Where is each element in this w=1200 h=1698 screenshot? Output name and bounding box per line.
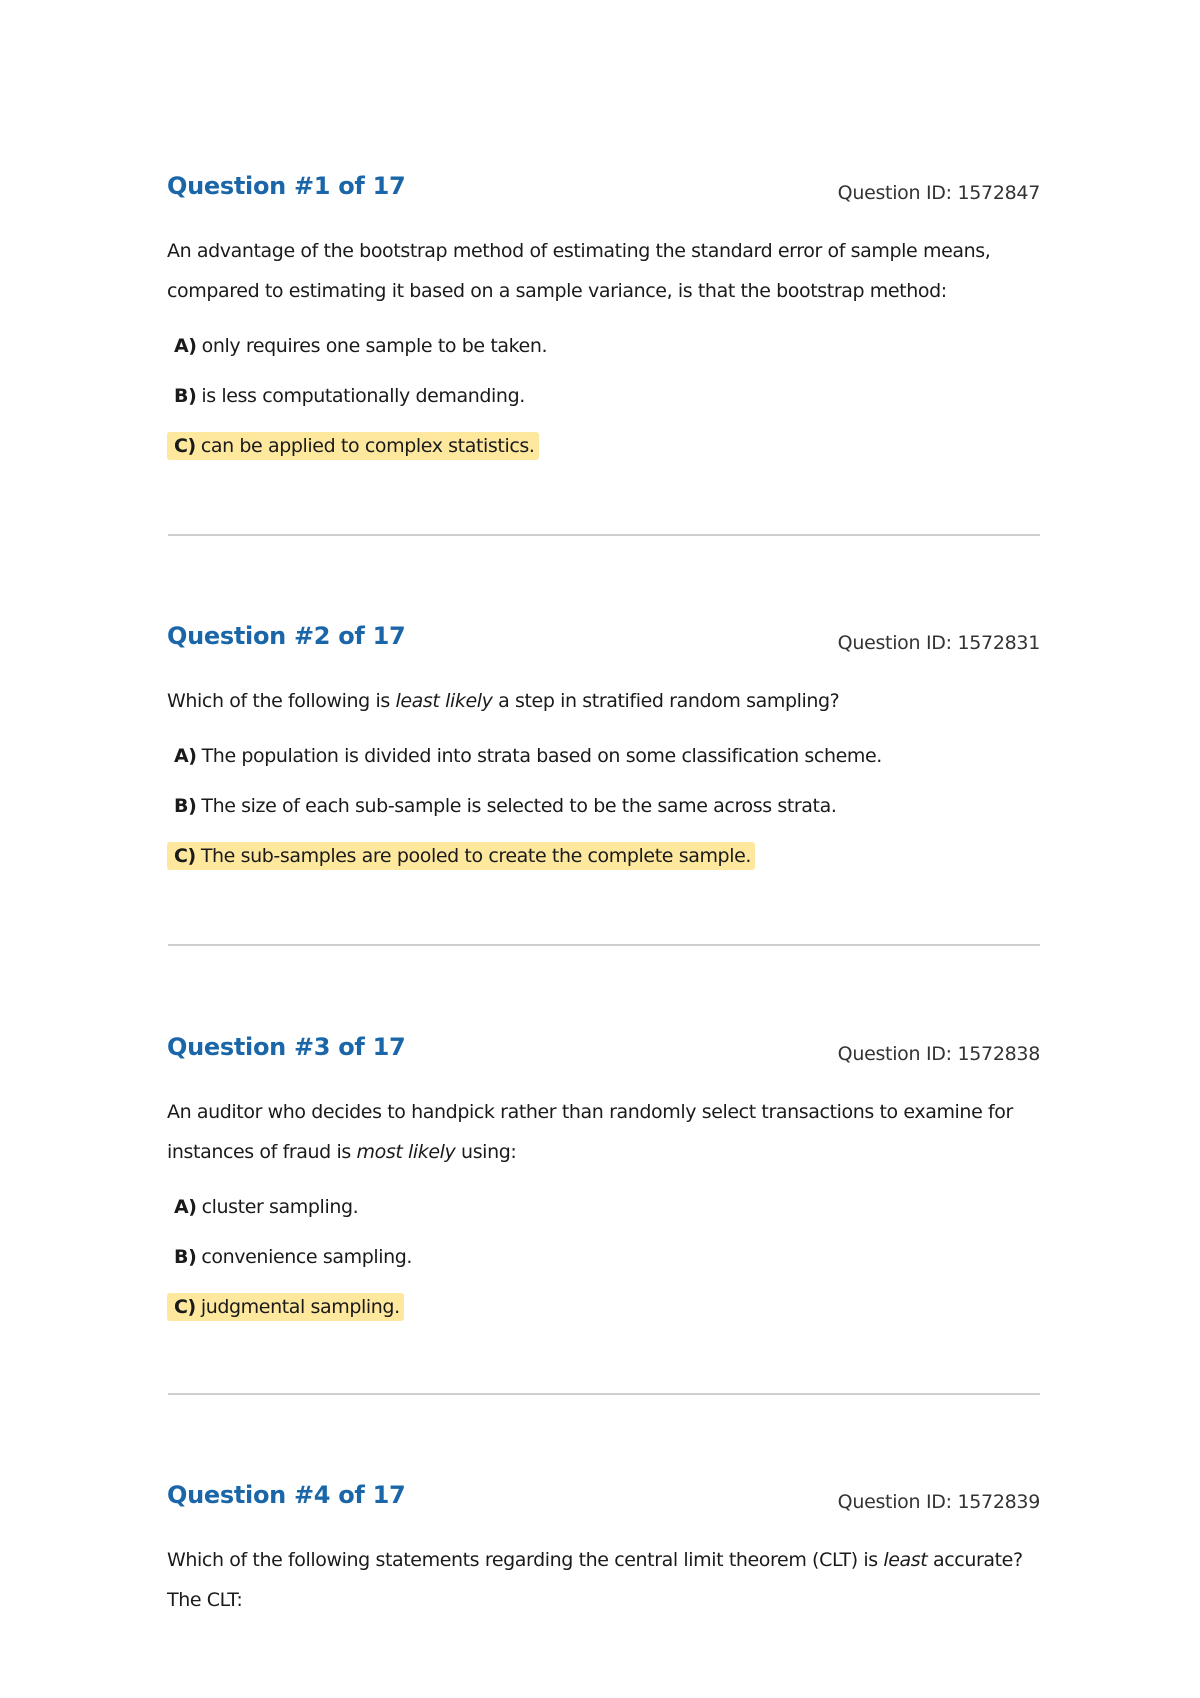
option-c-correct[interactable] <box>167 1282 1040 1332</box>
answer-options <box>167 321 1040 471</box>
option-c-correct[interactable] <box>167 831 1040 881</box>
option-letter: A) <box>174 745 197 767</box>
question-3 <box>167 1033 1040 1332</box>
answer-options <box>167 1182 1040 1332</box>
option-letter: C) <box>174 435 196 457</box>
divider <box>168 534 1040 536</box>
option-text: is less computationally demanding. <box>201 385 525 407</box>
question-title: Question #3 of 17 <box>167 1033 406 1061</box>
question-stem <box>167 231 1040 311</box>
option-a[interactable] <box>167 321 1040 371</box>
option-c-correct[interactable] <box>167 421 1040 471</box>
option-text: cluster sampling. <box>201 1196 359 1218</box>
answer-options <box>167 731 1040 881</box>
question-header <box>167 172 1040 212</box>
question-id: Question ID: 1572839 <box>837 1491 1040 1513</box>
divider <box>168 1393 1040 1395</box>
option-text: The size of each sub-sample is selected to be the same across strata. <box>201 795 837 817</box>
stem-emphasis: least <box>883 1549 928 1571</box>
question-stem <box>167 681 1040 721</box>
option-text: can be applied to complex statistics. <box>200 435 535 457</box>
question-id: Question ID: 1572831 <box>837 632 1040 654</box>
option-text: judgmental sampling. <box>200 1296 400 1318</box>
question-header <box>167 1481 1040 1521</box>
stem-emphasis: least likely <box>395 690 493 712</box>
option-b[interactable] <box>167 371 1040 421</box>
option-b[interactable] <box>167 1232 1040 1282</box>
option-letter: A) <box>174 1196 197 1218</box>
option-a[interactable] <box>167 731 1040 781</box>
option-text: only requires one sample to be taken. <box>201 335 548 357</box>
stem-text: a step in stratified random sampling? <box>492 690 840 712</box>
option-letter: B) <box>174 1246 197 1268</box>
question-stem <box>167 1092 1040 1172</box>
stem-text: Which of the following is <box>167 690 396 712</box>
option-b[interactable] <box>167 781 1040 831</box>
question-header <box>167 622 1040 662</box>
option-text: The population is divided into strata based on some classification scheme. <box>201 745 882 767</box>
stem-text: Which of the following statements regarding the central limit theorem (CLT) is <box>167 1549 884 1571</box>
question-header <box>167 1033 1040 1073</box>
option-text: The sub-samples are pooled to create the complete sample. <box>200 845 752 867</box>
stem-text: An auditor who decides to handpick rather than randomly select transactions to examine for instances of fraud is <box>167 1101 1013 1163</box>
stem-text: accurate? The CLT: <box>167 1549 1023 1611</box>
question-4 <box>167 1481 1040 1620</box>
question-title: Question #2 of 17 <box>167 622 406 650</box>
question-id: Question ID: 1572838 <box>837 1043 1040 1065</box>
option-a[interactable] <box>167 1182 1040 1232</box>
question-1 <box>167 172 1040 471</box>
option-letter: C) <box>174 1296 196 1318</box>
question-id: Question ID: 1572847 <box>837 182 1040 204</box>
option-letter: A) <box>174 335 197 357</box>
question-2 <box>167 622 1040 881</box>
question-title: Question #4 of 17 <box>167 1481 406 1509</box>
stem-text: using: <box>455 1141 517 1163</box>
option-letter: C) <box>174 845 196 867</box>
divider <box>168 944 1040 946</box>
question-stem <box>167 1540 1040 1620</box>
option-letter: B) <box>174 795 197 817</box>
question-title: Question #1 of 17 <box>167 172 406 200</box>
option-letter: B) <box>174 385 197 407</box>
option-text: convenience sampling. <box>201 1246 413 1268</box>
stem-emphasis: most likely <box>356 1141 456 1163</box>
stem-text: An advantage of the bootstrap method of estimating the standard error of sample means, compared to estimating it based on a sample variance, is that the bootstrap method: <box>167 240 991 302</box>
